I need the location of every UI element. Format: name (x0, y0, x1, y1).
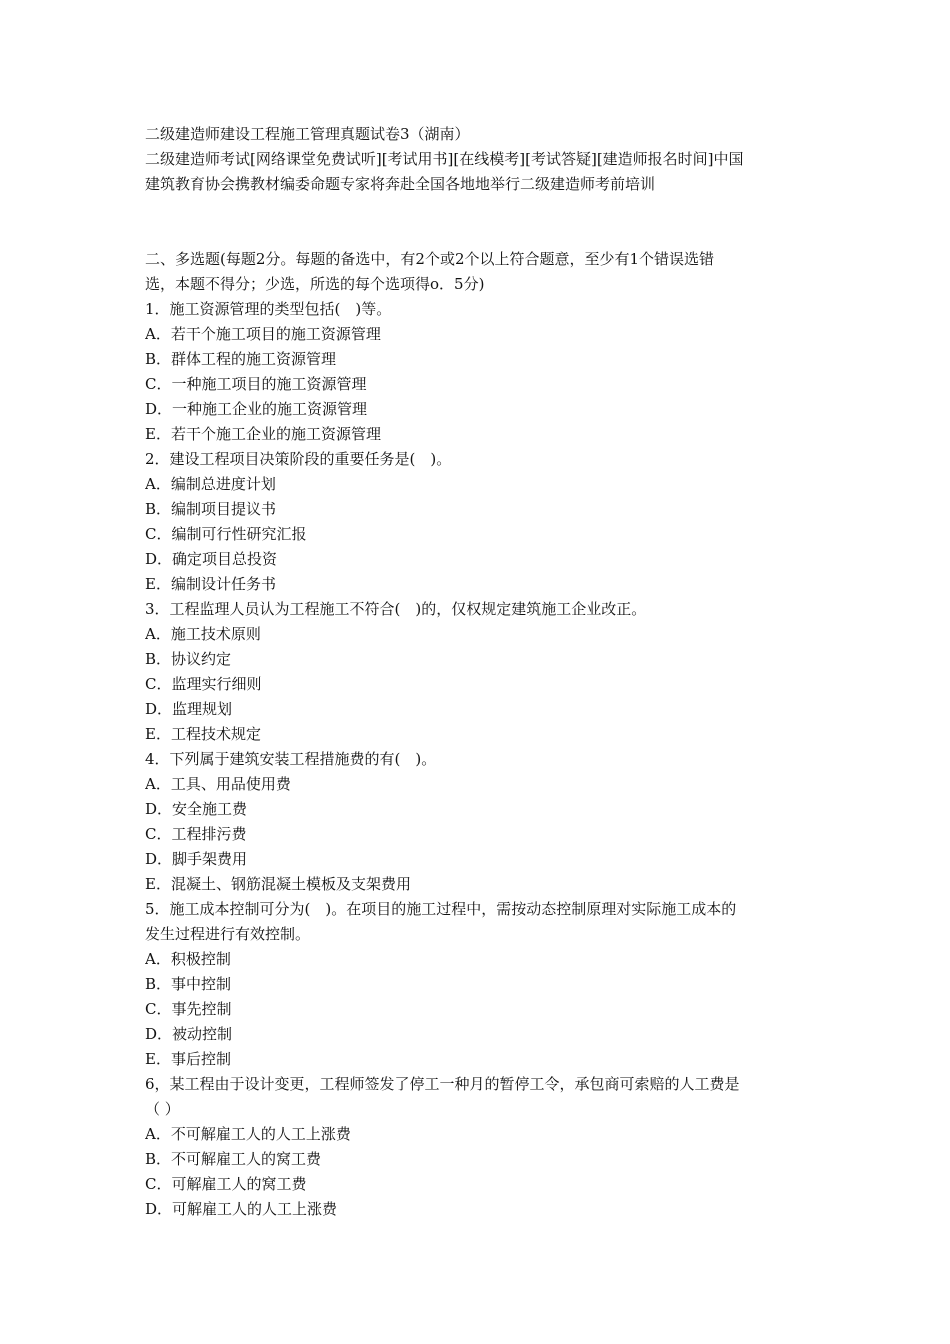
option-a: A．施工技术原则 (145, 625, 261, 643)
option-a: A．积极控制 (145, 950, 231, 968)
question-stem-line-2: 发生过程进行有效控制。 (145, 925, 311, 943)
question-4 (145, 747, 810, 897)
option-d: D．确定项目总投资 (145, 550, 278, 568)
option-e: E．事后控制 (145, 1050, 231, 1068)
question-6 (145, 1072, 810, 1222)
option-c: C．监理实行细则 (145, 675, 262, 693)
question-5 (145, 897, 810, 1072)
option-c: C．可解雇工人的窝工费 (145, 1175, 307, 1193)
option-b: B．协议约定 (145, 650, 232, 668)
section-heading-line-2: 选，本题不得分；少选，所选的每个选项得o．5分) (145, 275, 485, 293)
option-a: A．若干个施工项目的施工资源管理 (145, 325, 381, 343)
option-d: D．被动控制 (145, 1025, 233, 1043)
option-e: E．编制设计任务书 (145, 575, 276, 593)
option-d: D．可解雇工人的人工上涨费 (145, 1200, 338, 1218)
option-d: D．一种施工企业的施工资源管理 (145, 400, 368, 418)
option-a: A．工具、用品使用费 (145, 775, 291, 793)
question-stem-line-2: （ ） (145, 1100, 180, 1118)
question-stem: 2．建设工程项目决策阶段的重要任务是( )。 (145, 450, 452, 468)
option-b: B．编制项目提议书 (145, 500, 277, 518)
option-e: E．工程技术规定 (145, 725, 261, 743)
option-c: C．编制可行性研究汇报 (145, 525, 307, 543)
option-c: C．事先控制 (145, 1000, 232, 1018)
option-a: A．不可解雇工人的人工上涨费 (145, 1125, 351, 1143)
option-c: C．一种施工项目的施工资源管理 (145, 375, 367, 393)
option-c: C．工程排污费 (145, 825, 247, 843)
option-b: B．不可解雇工人的窝工费 (145, 1150, 322, 1168)
question-stem: 1．施工资源管理的类型包括( )等。 (145, 300, 392, 318)
question-3 (145, 597, 810, 747)
intro-text-line-2: 建筑教育协会携教材编委命题专家将奔赴全国各地地举行二级建造师考前培训 (145, 175, 656, 193)
section-heading-line-1: 二、多选题(每题2分。每题的备选中，有2个或2个以上符合题意，至少有1个错误选错 (145, 250, 715, 268)
option-b: B．事中控制 (145, 975, 232, 993)
question-stem-line-1: 6，某工程由于设计变更，工程师签发了停工一种月的暂停工令，承包商可索赔的人工费是 (145, 1075, 740, 1093)
blank-gap (145, 197, 810, 247)
option-a: A．编制总进度计划 (145, 475, 276, 493)
question-stem: 4．下列属于建筑安装工程措施费的有( )。 (145, 750, 437, 768)
option-e: E．若干个施工企业的施工资源管理 (145, 425, 381, 443)
question-stem-line-1: 5．施工成本控制可分为( )。在项目的施工过程中，需按动态控制原理对实际施工成本的 (145, 900, 737, 918)
option-d: D．安全施工费 (145, 800, 248, 818)
option-d: D．监理规划 (145, 700, 233, 718)
question-1 (145, 297, 810, 447)
intro-text-line-1: 二级建造师考试[网络课堂免费试听][考试用书][在线模考][考试答疑][建造师报名时间]中国 (145, 150, 744, 168)
option-d: D．脚手架费用 (145, 850, 248, 868)
document-body (145, 122, 810, 1222)
option-e: E．混凝土、钢筋混凝土模板及支架费用 (145, 875, 411, 893)
option-b: B．群体工程的施工资源管理 (145, 350, 337, 368)
question-2 (145, 447, 810, 597)
question-stem: 3．工程监理人员认为工程施工不符合( )的，仅权规定建筑施工企业改正。 (145, 600, 647, 618)
document-title: 二级建造师建设工程施工管理真题试卷3（湖南） (145, 125, 470, 143)
